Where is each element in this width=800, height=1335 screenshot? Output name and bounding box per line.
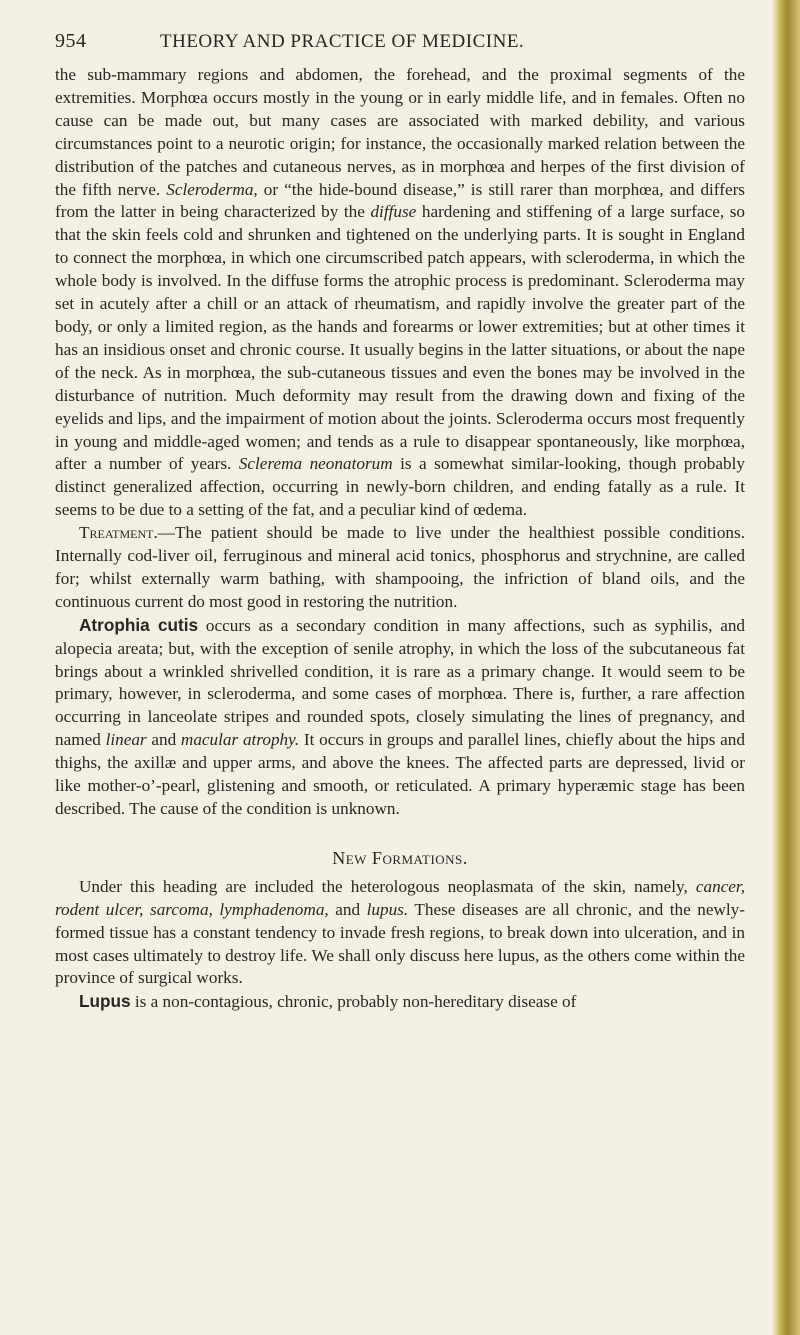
term-sclerema: Sclerema neonatorum bbox=[238, 454, 393, 474]
page-number: 954 bbox=[55, 30, 87, 52]
paragraph-atrophia: Atrophia cutis occurs as a secondary condition in many affections, such as syphilis, and alopecia areata; but, with the exception of senile atrophy, in which the loss of the subcutaneous fat brings about a wrinkled shrivelled condition, it is rare as a primary change. It would seem to be primary, however, in scleroderma, and some cases of morphœa. There is, further, a rare affection occurring in lanceolate stripes and rounded spots, closely simulating the lines of pregnancy, and named linear and macular atrophy. It occurs in groups and parallel lines, chiefly about the hips and thighs, the axillæ and upper arms, and above the knees. The affected parts are depressed, livid or like mother-o’-pearl, glistening and smooth, or reticulated. A primary hyperæmic stage has been described. The cause of the condition is unknown. bbox=[55, 614, 746, 818]
treatment-heading: Treatment. bbox=[79, 523, 158, 543]
term-scleroderma: Scleroderma, bbox=[166, 179, 258, 199]
paragraph-new-formations: Under this heading are included the heterologous neoplasmata of the skin, namely, cancer, rodent ulcer, sarcoma, lymphadenoma, and lupus. These diseases are all chronic, and the newly-formed tissue has a constant tendency to invade fresh regions, to break down into ulceration, and in most cases ultimately to destroy life. We shall only discuss here lupus, as the others come within the province of surgical works. bbox=[55, 876, 745, 988]
running-title: THEORY AND PRACTICE OF MEDICINE. bbox=[160, 31, 525, 52]
section-heading-new-formations: New Formations. bbox=[332, 847, 468, 868]
paragraph-scleroderma: the sub-mammary regions and abdomen, the forehead, and the proximal segments of the extremities. Morphœa occurs mostly in the young or in early middle life, and in females. Often no cause can be made out, but many cases are associated with marked debility, and various circumstances point to a neurotic origin; for instance, the occasionally marked relation between the distribution of the patches and cutaneous nerves, as in morphœa and herpes of the first division of the fifth nerve. Scleroderma, or “the hide-bound disease,” is still rarer than morphœa, and differs from the latter in being characterized by the diffuse hardening and stiffening of a large surface, so that the skin feels cold and shrunken and tightened on the underlying parts. It is sought in England to connect the morphœa, in which one circumscribed patch appears, with scleroderma, in which the whole body is involved. In the diffuse forms the atrophic process is predominant. Scleroderma may set in acutely after a chill or an attack of rheumatism, and rapidly involve the greater part of the body, or only a limited region, as the hands and forearms or lower extremities; but at other times it has an insidious onset and chronic course. It usually begins in the latter situations, or about the nape of the neck. As in morphœa, the sub-cutaneous tissues and even the bones may be involved in the disturbance of nutrition. Much deformity may result from the drawing down and fixing of the eyelids and lips, and the impairment of motion about the joints. Scleroderma occurs most frequently in young and middle-aged women; and tends as a rule to disappear spontaneously, like morphœa, after a number of years. Sclerema neonatorum is a somewhat similar-looking, though probably distinct generalized affection, occurring in newly-born children, and ending fatally as a rule. It seems to be due to a setting of the fat, and a peculiar kind of œdema. bbox=[55, 65, 745, 520]
paragraph-treatment: Treatment.—The patient should be made to live under the healthiest possible conditions. Internally cod-liver oil, ferruginous and mineral acid tonics, phosphorus and strychnine, are called for; whilst externally warm bathing, with shampooing, the infriction of bland oils, and the continuous current do most good in restoring the nutrition. bbox=[55, 523, 745, 611]
atrophia-heading: Atrophia cutis bbox=[79, 614, 199, 635]
body-text bbox=[55, 64, 745, 1014]
paragraph-lupus: Lupus is a non-contagious, chronic, probably non-hereditary disease of bbox=[79, 991, 577, 1012]
page-gilt-edge bbox=[772, 0, 800, 1335]
lupus-heading: Lupus bbox=[79, 991, 131, 1012]
page-header bbox=[55, 30, 745, 64]
term-diffuse: diffuse bbox=[370, 202, 417, 222]
book-page bbox=[55, 30, 745, 1014]
